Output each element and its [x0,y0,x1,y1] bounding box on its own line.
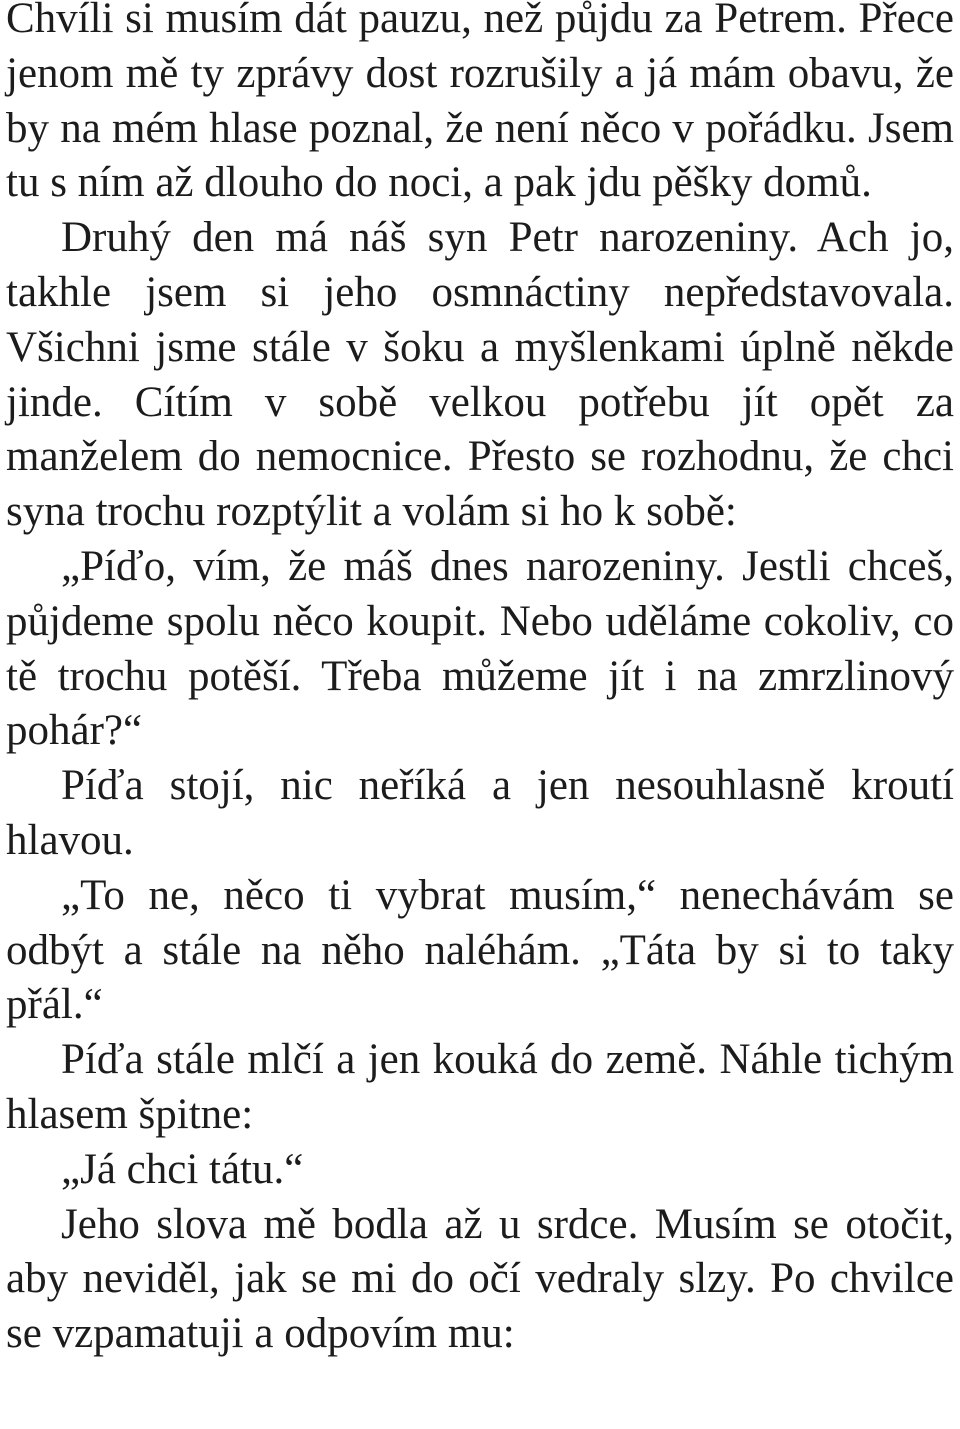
paragraph: Druhý den má náš syn Petr narozeniny. Ach jo, takhle jsem si jeho osmnáctiny nepředstavovala. Všichni jsme stále v šoku a myšlenkami úplně někde jinde. Cítím v sobě velkou potřebu jít opět za manželem do nemocnice. Přesto se rozhodnu, že chci syna trochu rozptýlit a volám si ho k sobě: [6,214,954,536]
paragraph: „To ne, něco ti vybrat musím,“ nenechávám se odbýt a stále na něho naléhám. „Táta by si to taky přál.“ [6,871,954,1029]
paragraph: „Píďo, vím, že máš dnes narozeniny. Jestli chceš, půjdeme spolu něco koupit. Nebo uděláme cokoliv, co tě trochu potěší. Třeba můžeme jít i na zmrzlinový pohár?“ [6,542,954,755]
paragraph: Píďa stojí, nic neříká a jen nesouhlasně kroutí hlavou. [6,762,954,864]
paragraph: Píďa stále mlčí a jen kouká do země. Náhle tichým hlasem špitne: [6,1036,954,1138]
paragraph: „Já chci tátu.“ [61,1145,304,1193]
paragraph: Chvíli si musím dát pauzu, než půjdu za Petrem. Přece jenom mě ty zprávy dost rozrušily a já mám obavu, že by na mém hlase poznal, že není něco v pořádku. Jsem tu s ním až dlouho do noci, a pak jdu pěšky domů. [6,0,954,207]
text-body [6,0,954,1362]
paragraph: Jeho slova mě bodla až u srdce. Musím se otočit, aby neviděl, jak se mi do očí vedraly slzy. Po chvilce se vzpamatuji a odpovím mu: [6,1200,954,1358]
